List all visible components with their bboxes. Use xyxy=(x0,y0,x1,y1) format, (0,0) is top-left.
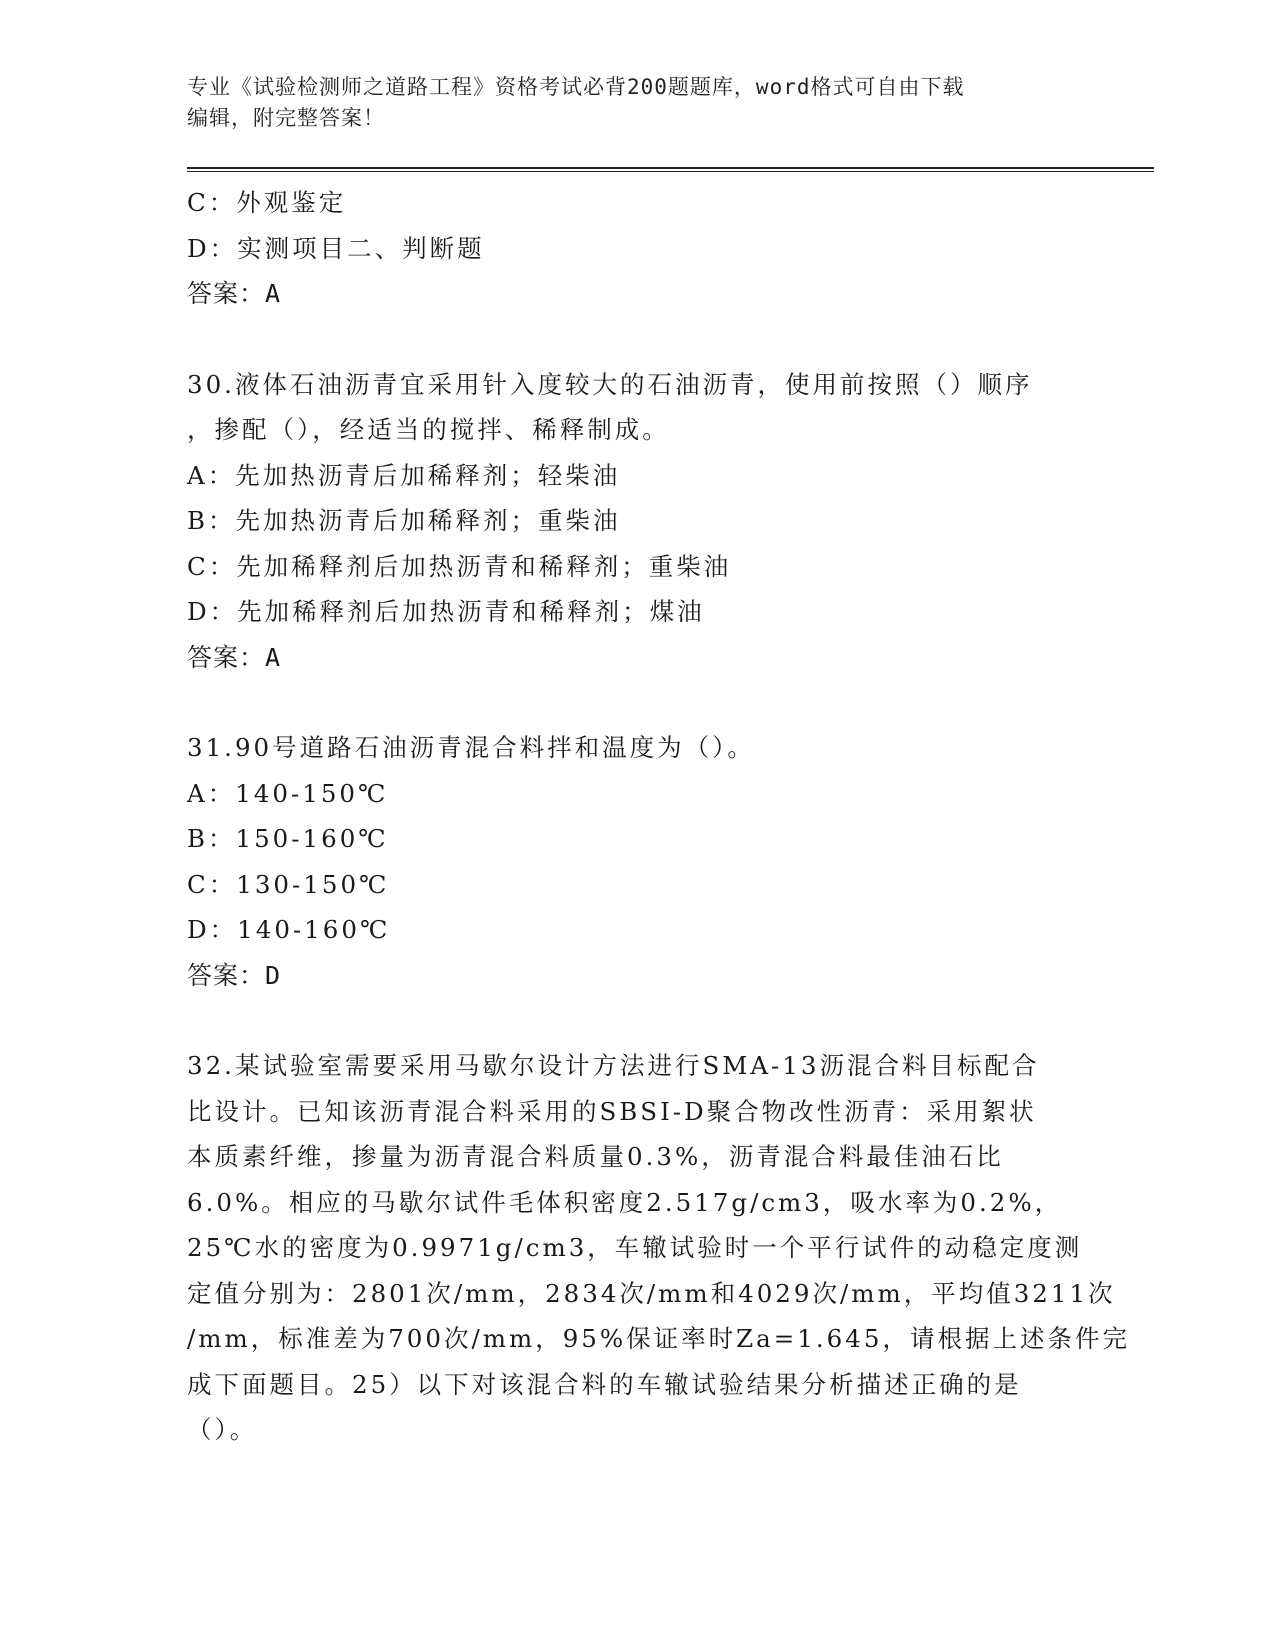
q31-stem: 31.90号道路石油沥青混合料拌和温度为（）。 xyxy=(187,733,755,762)
q32-stem-line: 32.某试验室需要采用马歇尔设计方法进行SMA-13沥混合料目标配合 xyxy=(187,1051,1040,1080)
question-32 xyxy=(187,1043,1130,1453)
q31-option-b: B：150-160℃ xyxy=(187,824,389,853)
q31-answer: 答案：D xyxy=(187,960,282,990)
q32-stem-line: 定值分别为：2801次/mm，2834次/mm和4029次/mm，平均值3211次 xyxy=(187,1278,1116,1308)
question-content xyxy=(187,180,1130,1453)
q30-option-c: C：先加稀释剂后加热沥青和稀释剂；重柴油 xyxy=(187,551,732,581)
q31-option-a: A：140-150℃ xyxy=(187,778,389,808)
q30-option-a: A：先加热沥青后加稀释剂；轻柴油 xyxy=(187,460,621,490)
header-divider xyxy=(187,167,1154,172)
q31-option-c: C：130-150℃ xyxy=(187,869,390,899)
q32-stem-line: 6.0%。相应的马歇尔试件毛体积密度2.517g/cm3，吸水率为0.2%， xyxy=(187,1187,1063,1217)
document-header xyxy=(187,72,1087,134)
q32-stem-line: 比设计。已知该沥青混合料采用的SBSI-D聚合物改性沥青：采用絮状 xyxy=(187,1096,1037,1126)
q32-stem-line: 25℃水的密度为0.9971g/cm3，车辙试验时一个平行试件的动稳定度测 xyxy=(187,1233,1083,1262)
q32-stem-line: 成下面题目。25）以下对该混合料的车辙试验结果分析描述正确的是 xyxy=(187,1369,1022,1399)
q31-option-d: D：140-160℃ xyxy=(187,915,391,944)
spacer xyxy=(187,317,1087,362)
question-31 xyxy=(187,725,1087,998)
q30-answer: 答案：A xyxy=(187,642,282,672)
q32-stem-line: /mm，标准差为700次/mm，95%保证率时Za=1.645，请根据上述条件完 xyxy=(187,1324,1130,1353)
q30-option-d: D：先加稀释剂后加热沥青和稀释剂；煤油 xyxy=(187,597,705,626)
q32-stem-line: 本质素纤维，掺量为沥青混合料质量0.3%，沥青混合料最佳油石比 xyxy=(187,1142,1004,1171)
header-title-line-2: 编辑，附完整答案！ xyxy=(187,106,385,130)
q29-option-d: D：实测项目二、判断题 xyxy=(187,233,485,263)
q32-stem-line: （）。 xyxy=(187,1415,258,1444)
q30-option-b: B：先加热沥青后加稀释剂；重柴油 xyxy=(187,506,621,535)
header-title-line-1: 专业《试验检测师之道路工程》资格考试必背200题题库，word格式可自由下载 xyxy=(187,75,965,99)
q30-stem-line-2: ，掺配（），经适当的搅拌、稀释制成。 xyxy=(187,415,670,444)
q29-answer: 答案：A xyxy=(187,279,282,308)
q30-stem-line-1: 30.液体石油沥青宜采用针入度较大的石油沥青，使用前按照（）顺序 xyxy=(187,369,1033,399)
question-30 xyxy=(187,362,1087,681)
question-29-tail xyxy=(187,180,1087,317)
document-page xyxy=(187,72,1130,1453)
q29-option-c: C：外观鉴定 xyxy=(187,188,347,217)
spacer xyxy=(187,998,1087,1043)
spacer xyxy=(187,680,1087,725)
